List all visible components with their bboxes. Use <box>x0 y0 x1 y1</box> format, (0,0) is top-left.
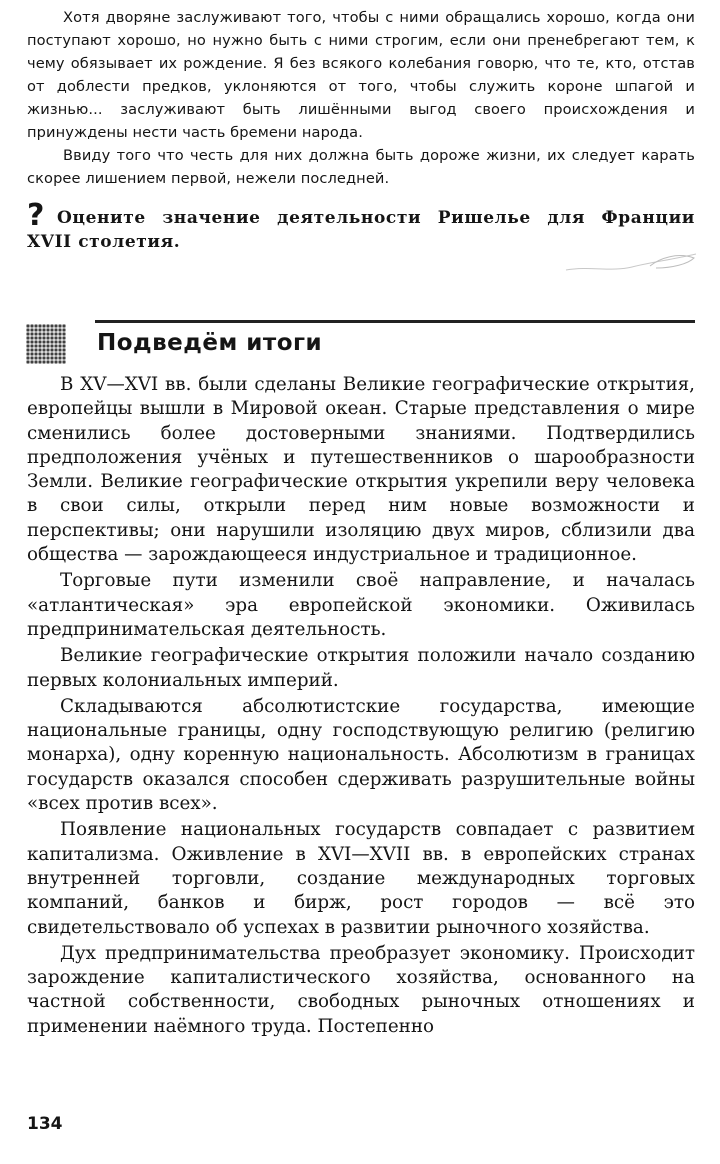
question-mark-icon: ? <box>27 198 46 233</box>
section-heading: Подведём итоги <box>97 330 323 356</box>
question-text: Оцените значение деятельности Ришелье для Франции XVII столетия. <box>27 208 695 252</box>
quote-paragraph-1: Хотя дворяне заслуживают того, чтобы с ними обращались хорошо, когда они поступают хорошо, но нужно быть с ними строгим, если они пренебрегают тем, к чему обязывает их рождение. Я без всякого колебания говорю, что те, кто, отстав от доблести предков, уклоняются от того, чтобы служить короне шпагой и жизнью... заслуживают быть лишёнными выгод своего происхождения и принуждены нести часть бремени народа. <box>27 9 695 141</box>
body-paragraph-6: Дух предпринимательства преобразует экономику. Происходит зарождение капиталистического хозяйства, основанного на частной собственности, свободных рыночных отношениях и применении наёмного труда. Постепенно <box>27 942 695 1037</box>
page-number: 134 <box>27 1114 63 1134</box>
section-divider <box>95 320 695 323</box>
section-marker-square <box>26 324 66 364</box>
quote-paragraph-2: Ввиду того что честь для них должна быть дороже жизни, их следует карать скорее лишением первой, нежели последней. <box>27 147 695 187</box>
body-paragraph-3: Великие географические открытия положили начало созданию первых колониальных империй. <box>27 645 695 691</box>
body-paragraph-5: Появление национальных государств совпадает с развитием капитализма. Оживление в XVI—XVII вв. в европейских странах внутренней торговли, создание международных торговых компаний, банков и бирж, рост городов — всё это свидетельствовало об успехах в развитии рыночного хозяйства. <box>27 819 695 938</box>
body-paragraph-2: Торговые пути изменили своё направление, и началась «атлантическая» эра европейской экономики. Оживилась предпринимательская деятельность. <box>27 570 695 640</box>
faint-stamp-mark <box>560 246 700 276</box>
historical-quote <box>27 6 695 190</box>
body-paragraph-4: Складываются абсолютистские государства, имеющие национальные границы, одну господствующую религию (религию монарха), одну коренную национальность. Абсолютизм в границах государств оказался способен сдерживать разрушительные войны «всех против всех». <box>27 695 695 815</box>
body-paragraph-1: В XV—XVI вв. были сделаны Великие географические открытия, европейцы вышли в Мировой океан. Старые представления о мире сменились более достоверными знаниями. Подтвердились предположения учёных и путешественников о шарообразности Земли. Великие географические открытия укрепили веру человека в свои силы, открыли перед ним новые возможности и перспективы; они нарушили изоляцию двух миров, сблизили два общества — зарождающееся индустриальное и традиционное. <box>27 374 695 566</box>
section-body <box>27 373 695 1041</box>
